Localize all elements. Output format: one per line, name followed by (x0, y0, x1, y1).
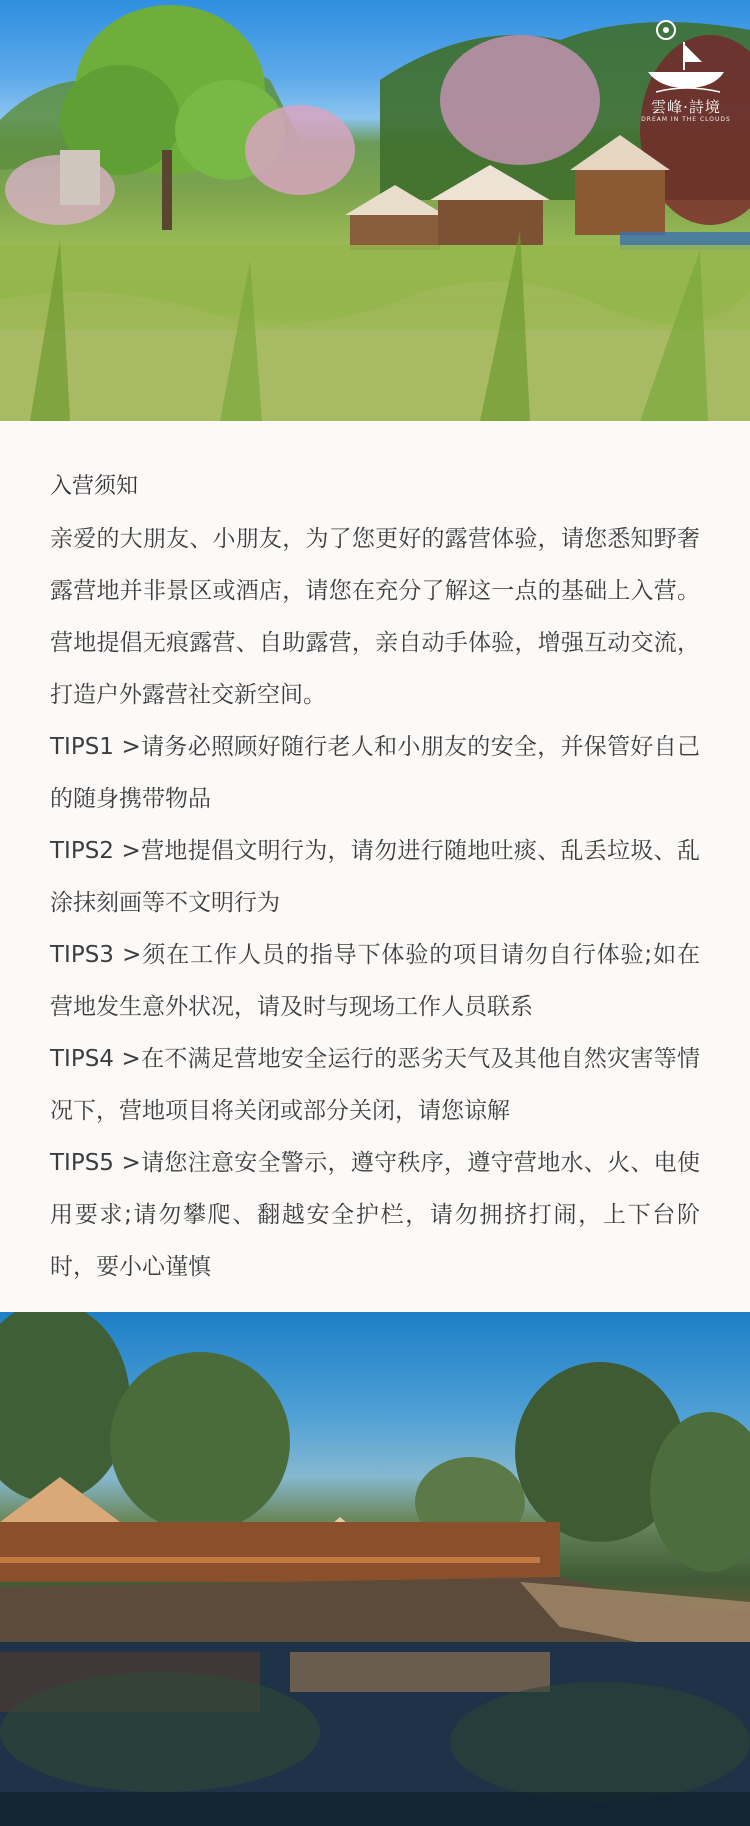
notice-title: 入营须知 (50, 474, 139, 499)
brand-subtitle: DREAM IN THE CLOUDS (641, 116, 731, 123)
tip-item-2: TIPS2 >营地提倡文明行为，请勿进行随地吐痰、乱丢垃圾、乱涂抹刻画等不文明行为 (50, 838, 700, 916)
tip-item-1: TIPS1 >请务必照顾好随行老人和小朋友的安全，并保管好自己的随身携带物品 (50, 734, 700, 812)
tip-item-5: TIPS5 >请您注意安全警示，遵守秩序，遵守营地水、火、电使用要求;请勿攀爬、翻越安全护栏，请勿拥挤打闹，上下台阶时，要小心谨慎 (50, 1150, 700, 1280)
tip-item-4: TIPS4 >在不满足营地安全运行的恶劣天气及其他自然灾害等情况下，营地项目将关闭或部分关闭，请您谅解 (50, 1046, 700, 1124)
tip-item-3: TIPS3 >须在工作人员的指导下体验的项目请勿自行体验;如在营地发生意外状况，请及时与现场工作人员联系 (50, 942, 700, 1020)
notice-intro: 亲爱的大朋友、小朋友，为了您更好的露营体验，请您悉知野奢露营地并非景区或酒店，请您在充分了解这一点的基础上入营。营地提倡无痕露营、自助露营，亲自动手体验，增强互动交流，打造户外露营社交新空间。 (50, 526, 700, 708)
brand-logo (636, 14, 736, 124)
campsite-photo-bottom (0, 1312, 750, 1826)
camp-notice-section (0, 421, 750, 1312)
brand-name: 雲峰·詩境 (651, 98, 721, 116)
boat-logo-icon (636, 14, 736, 96)
riverside-cabins-illustration (0, 1312, 750, 1826)
campsite-photo-top (0, 0, 750, 421)
